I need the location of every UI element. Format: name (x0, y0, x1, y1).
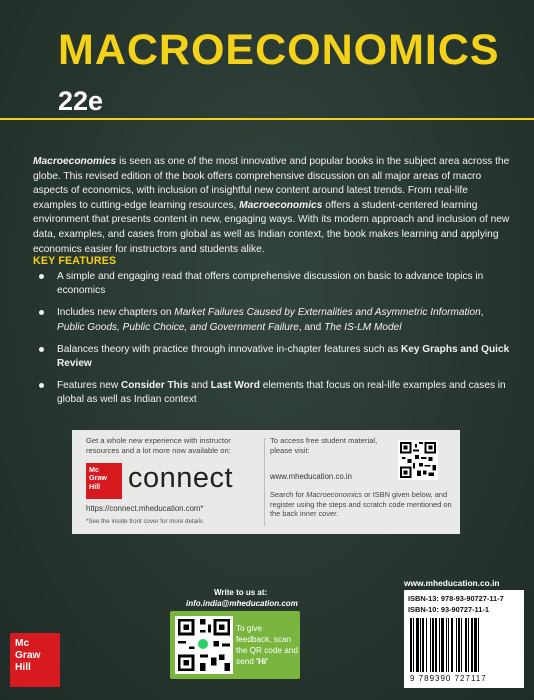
feature-item (33, 343, 513, 371)
connect-note: *See the inside front cover for more details (86, 518, 203, 525)
feature-bold: Consider This (120, 380, 189, 392)
isbn-13: ISBN-13: 978-93-90727-11-7 (408, 594, 504, 603)
feature-text: Features new (57, 380, 121, 392)
feature-bold: Last Word (210, 380, 260, 392)
mcgraw-hill-logo: Mc Graw Hill (86, 463, 122, 499)
register-instructions: Search for Macroeconomics or ISBN given below, and register using the steps and scratch code mentioned on the back inner cover. (270, 490, 452, 519)
connect-logo-text: connect (128, 462, 234, 494)
feature-text: and (188, 380, 211, 392)
student-site-url[interactable]: www.mheducation.co.in (270, 472, 352, 481)
panel-divider (264, 438, 265, 526)
feature-chapter-2: Public Goods, Public Choice, and Government Failure (57, 321, 299, 333)
bullet-icon (39, 310, 44, 315)
desc-text-2: offers a student-centered learning environment that presents content in new, engaging ways. With its modern approach and inclusion of new data, examples, and cases from global as well as Indian context, the book makes learning and applying economics easier for instructors and students alike. (33, 199, 510, 255)
whatsapp-icon (196, 637, 210, 651)
connect-intro-text: Get a whole new experience with instructor resources and a lot more now available on: (86, 436, 231, 455)
isbn-panel (404, 590, 524, 688)
write-to-us-label: Write to us at: (214, 588, 268, 597)
publisher-url[interactable]: www.mheducation.co.in (404, 578, 500, 588)
feature-text: Includes new chapters on (57, 307, 175, 319)
edition-label: 22e (58, 86, 104, 116)
key-features-list (33, 270, 513, 416)
book-description (33, 155, 513, 257)
bullet-icon (39, 274, 44, 279)
connect-panel (72, 430, 460, 534)
contact-email[interactable]: info.india@mheducation.com (186, 599, 298, 608)
student-material-text: To access free student material, please visit: (270, 436, 378, 455)
feature-chapter-1: Market Failures Caused by Externalities and Asymmetric Information (174, 307, 481, 319)
mcgraw-hill-logo-footer: Mc Graw Hill (10, 633, 60, 687)
feature-item (33, 379, 513, 407)
qr-code-icon (398, 440, 438, 480)
feedback-text: To give feedback, scan the QR code and send 'Hi' (236, 624, 298, 666)
isbn-block (394, 578, 524, 688)
feature-text: , and (298, 321, 325, 333)
barcode-icon (408, 618, 520, 672)
desc-title-bold-italic: Macroeconomics (239, 199, 323, 211)
feature-text: A simple and engaging read that offers comprehensive discussion on basic to advance topics in economics (57, 271, 484, 297)
feature-chapter-3: The IS-LM Model (324, 321, 402, 333)
bullet-icon (39, 347, 44, 352)
feature-text: Balances theory with practice through innovative in-chapter features such as (57, 343, 401, 355)
isbn-10: ISBN-10: 93-90727-11-1 (408, 605, 489, 614)
feature-text: , (480, 307, 484, 319)
feature-bold: Key Graphs and Quick Review (57, 343, 510, 370)
feature-text: elements that focus on real-life examples and cases in global as well as Indian context (57, 380, 506, 406)
barcode-number: 9 789390 727117 (410, 674, 487, 683)
feature-item (33, 306, 513, 334)
key-features-heading: KEY FEATURES (33, 255, 117, 267)
feedback-box (170, 611, 300, 679)
feature-item (33, 270, 513, 298)
connect-url[interactable]: https://connect.mheducation.com* (86, 504, 204, 513)
book-title: MACROECONOMICS (58, 26, 500, 74)
yellow-divider (0, 118, 534, 120)
desc-text-1: is seen as one of the most innovative and popular books in the subject area across the globe. This revised edition of the book offers comprehensive discussion on all major areas of macro aspects of economics, with inclusion of insightful new content around latest trends. From real-life examples to cutting-edge learning resources, (33, 156, 510, 211)
desc-title-italic: Macroeconomics (33, 156, 117, 167)
bullet-icon (39, 383, 44, 388)
